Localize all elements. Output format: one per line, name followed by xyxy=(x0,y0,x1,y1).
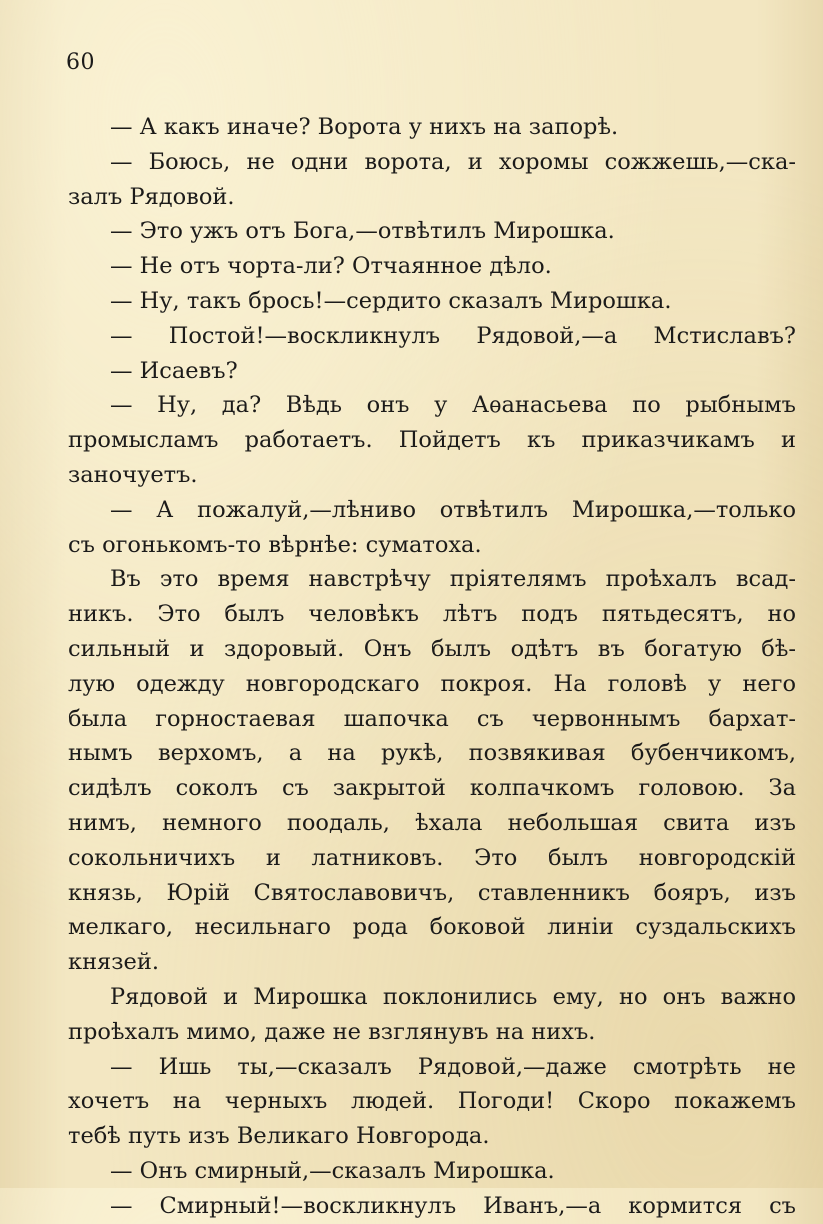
page-text xyxy=(68,110,796,1224)
text-line: промысламъ работаетъ. Пойдетъ къ приказчикамъ и xyxy=(68,427,796,454)
page-number: 60 xyxy=(66,50,95,75)
text-line: сильный и здоровый. Онъ былъ одѣтъ въ богатую бѣ- xyxy=(68,635,796,662)
text-line: — Это ужъ отъ Бога,—отвѣтилъ Мирошка. xyxy=(110,218,615,245)
text-line: — Не отъ чорта-ли? Отчаянное дѣло. xyxy=(110,253,552,280)
text-line: князей. xyxy=(68,949,159,976)
text-line: хочетъ на черныхъ людей. Погоди! Скоро покажемъ xyxy=(68,1088,796,1115)
text-line: — Ишь ты,—сказалъ Рядовой,—даже смотрѣть не xyxy=(110,1053,796,1080)
text-line: Въ это время навстрѣчу пріятелямъ проѣхалъ всад- xyxy=(110,566,796,593)
text-line: была горностаевая шапочка съ червоннымъ бархат- xyxy=(68,705,796,732)
text-line: — А какъ иначе? Ворота у нихъ на запорѣ. xyxy=(110,114,619,140)
text-line: тебѣ путь изъ Великаго Новгорода. xyxy=(68,1123,490,1150)
text-line: лую одежду новгородскаго покроя. На головѣ у него xyxy=(68,670,796,697)
text-line: — Ну, такъ брось!—сердито сказалъ Мирошка. xyxy=(110,287,672,314)
text-line: нымъ верхомъ, а на рукѣ, позвякивая бубенчикомъ, xyxy=(68,740,796,767)
text-line: залъ Рядовой. xyxy=(68,183,235,210)
text-line: никъ. Это былъ человѣкъ лѣтъ подъ пятьдесятъ, но xyxy=(68,601,796,628)
text-line: — Исаевъ? xyxy=(110,357,238,384)
text-line: съ огонькомъ-то вѣрнѣе: суматоха. xyxy=(68,531,482,558)
text-line: — Смирный!—воскликнулъ Иванъ,—а кормится съ xyxy=(110,1192,796,1219)
text-line: — Онъ смирный,—сказалъ Мирошка. xyxy=(110,1157,555,1184)
text-line: Рядовой и Мирошка поклонились ему, но онъ важно xyxy=(110,983,796,1010)
text-line: заночуетъ. xyxy=(68,461,198,488)
text-line: — Ну, да? Вѣдь онъ у Аѳанасьева по рыбнымъ xyxy=(110,392,796,419)
text-line: нимъ, немного поодаль, ѣхала небольшая свита изъ xyxy=(68,809,796,836)
text-line: — Постой!—воскликнулъ Рядовой,—а Мстиславъ? xyxy=(110,322,796,349)
text-line: мелкаго, несильнаго рода боковой линіи суздальскихъ xyxy=(68,914,796,941)
text-line: сидѣлъ соколъ съ закрытой колпачкомъ головою. За xyxy=(68,775,796,802)
text-line: — А пожалуй,—лѣниво отвѣтилъ Мирошка,—только xyxy=(110,496,796,523)
text-line: сокольничихъ и латниковъ. Это былъ новгородскій xyxy=(68,844,796,871)
text-line: — Боюсь, не одни ворота, и хоромы сожжешь,—ска- xyxy=(110,148,796,175)
text-line: проѣхалъ мимо, даже не взглянувъ на нихъ. xyxy=(68,1018,596,1045)
text-line: князь, Юрій Святославовичъ, ставленникъ бояръ, изъ xyxy=(68,879,796,906)
